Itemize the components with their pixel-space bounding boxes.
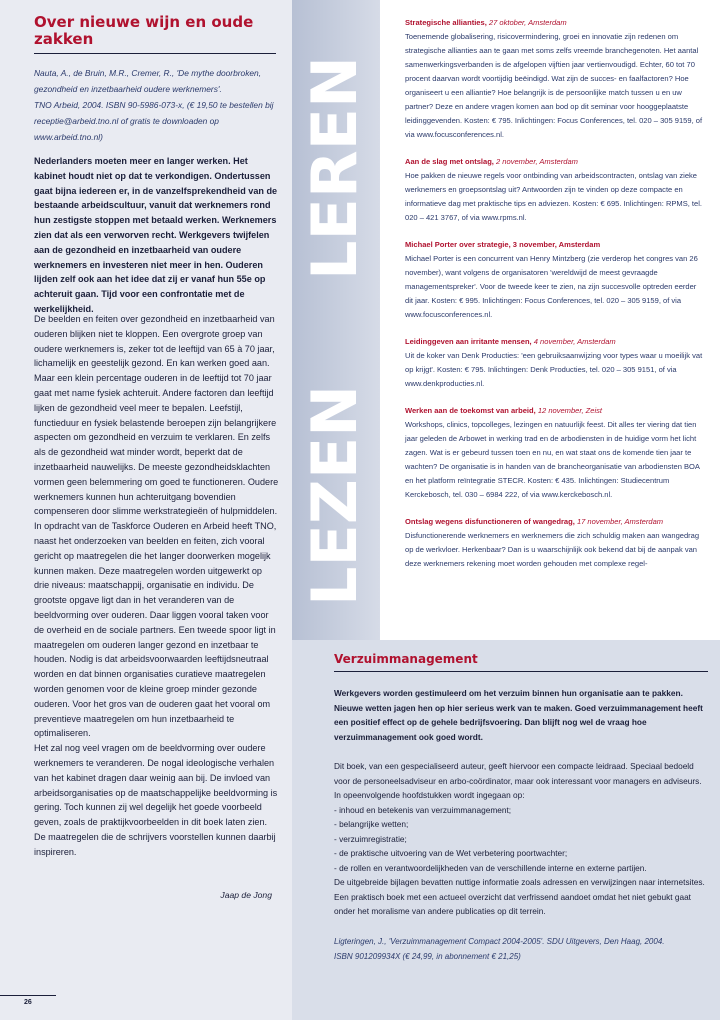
event-heading	[405, 404, 705, 418]
event-description: Michael Porter is een concurrent van Henry Mintzberg (zie verderop het congres van 26 november), want volgens de organisatoren 'wereldwijd de meest gevraagde managementspreker'. Voor de tweede keer te zien, na zijn succesvolle optreden eerder dit jaar. Kosten: € 995. Inlichtingen: Focus Conferences, tel. 020 – 305 9159, of via www.focusconferences.nl.	[405, 254, 698, 319]
event-date: 17 november, Amsterdam	[576, 517, 664, 526]
article-paragraph: In opdracht van de Taskforce Ouderen en Arbeid heeft TNO, naast het onderzoeken van beelden en feiten, zich vooral gericht op maatregelen die het langer doorwerken mogelijk kunnen maken. Deze maatregelen worden uitgewerkt op drie niveaus: maatschappij, organisatie en individu. De grootste opgave ligt dan in het veranderen van de beeldvorming over ouderen. Daar liggen vooral taken voor de overheid en de sociale partners. Een tweede spoor ligt in maatregelen om ouderen langer gezond en inzetbaar te houden. Nodig is dat arbeidsvoorwaarden leeftijdsneutraal worden en dat binnen organisaties curatieve maatregelen worden genomen voor de kleine groep minder gezonde ouderen. Voor het gros van de ouderen gaat het vooral om preventieve maatregelen om hun inzetbaarheid te optimaliseren.	[34, 521, 277, 739]
event-heading	[405, 155, 705, 169]
reference-link[interactable]: www.arbeid.tno.nl)	[34, 132, 103, 142]
event-description: Hoe pakken de nieuwe regels voor ontbinding van arbeidscontracten, ontslag van zieke werknemers en groepsontslag uit? Antwoorden zijn te vinden op deze compacte en informatieve dag met praktische tips en adviezen. Kosten: € 695. Inlichtingen: RPMS, tel. 020 – 421 3767, of via www.rpms.nl.	[405, 171, 703, 222]
list-item: - de rollen en verantwoordelijkheden van de verschillende interne en externe partijen.	[334, 862, 647, 873]
reference-line: TNO Arbeid, 2004. ISBN 90-5986-073-x, (€ 19,50 te bestellen bij	[34, 100, 274, 110]
title-divider	[34, 53, 276, 54]
event-description: Disfunctionerende werknemers en werknemers die zich schuldig maken aan wangedrag op de werkvloer. Herkenbaar? Dan is u waarschijnlijk ook bekend dat bij de aanpak van deze werknemers rekening moet worden gehouden met complexe regel-	[405, 531, 700, 568]
event-date: 27 oktober, Amsterdam	[488, 18, 567, 27]
event-heading	[405, 238, 705, 252]
list-item: - belangrijke wetten;	[334, 819, 409, 829]
band-word-leren-text: LEREN	[298, 56, 371, 280]
article-body	[34, 312, 279, 859]
article-paragraph: Het zal nog veel vragen om de beeldvorming over oudere werknemers te veranderen. De nogal ideologische verhalen van het kabinet dragen daar weinig aan bij. De invloed van arbeidsorganisaties op de maatschappelijke beeldvorming is gering. Toch kunnen zij wel degelijk het goede voorbeeld geven, zoals de praktijkvoorbeelden in dit boek laten zien. De maatregelen die de schrijvers voorstellen kunnen daarbij inspireren.	[34, 743, 278, 857]
event-description: Toenemende globalisering, risicovermindering, groei en innovatie zijn redenen om strategische allianties aan te gaan met soms zelfs vreemde branchegenoten. Het aantal samenwerkingsverbanden is de afgelopen vijftien jaar vertienvoudigd. Echter, 60 tot 70 procent daarvan wordt voortijdig beëindigd. Wat zijn de succes- en faalfactoren? Hoe organiseert u een alliantie? Hoe belangrijk is de persoonlijke match tussen u en uw partner? Deze en andere vragen komen aan bod op dit seminar voor hooggeplaatste leidinggevenden. Kosten: € 795. Inlichtingen: Focus Conferences, tel. 020 – 305 9159, of via www.focusconferences.nl.	[405, 32, 703, 139]
event-item	[405, 335, 705, 391]
list-item: - verzuimregistratie;	[334, 833, 407, 844]
event-item	[405, 404, 705, 502]
event-title: Michael Porter over strategie, 3 november, Amsterdam	[405, 240, 601, 249]
verzuim-body	[334, 759, 706, 919]
article-intro: Nederlanders moeten meer en langer werken. Het kabinet houdt niet op dat te verkondigen. Ondertussen gaat bijna iedereen er, in de vanzelfsprekendheid van de bestaande arbeidscultuur, vanuit dat werknemers rond hun zestigste stoppen met betaald werken. Werknemers zien dat als een verworven recht. Werkgevers twijfelen aan de gezondheid en inzetbaarheid van oudere werknemers en investeren niet meer in hen. Ouderen lijden zelf ook aan het idee dat zij er vanaf hun 55e op achteruit gaan. Tijd voor een confrontatie met de werkelijkheid.	[34, 156, 278, 314]
page-number: 26	[24, 999, 32, 1006]
event-description: Uit de koker van Denk Producties: 'een gebruiksaanwijzing voor types waar u moeilijk vat op krijgt'. Kosten: € 795. Inlichtingen: Denk Producties, tel. 020 – 305 9151, of via www.denkproducties.nl.	[405, 351, 703, 388]
article-reference	[34, 65, 279, 145]
event-heading	[405, 515, 705, 529]
event-title: Aan de slag met ontslag,	[405, 157, 494, 166]
event-item	[405, 238, 705, 322]
reference-line: gezondheid en inzetbaarheid oudere werknemers'.	[34, 84, 222, 94]
list-item: - inhoud en betekenis van verzuimmanagement;	[334, 804, 512, 815]
band-word-leren	[300, 28, 370, 319]
reference-line: receptie@arbeid.tno.nl of gratis te downloaden op	[34, 116, 219, 126]
verzuim-topic-list	[334, 803, 706, 876]
event-date: 12 november, Zeist	[537, 406, 603, 415]
article-author: Jaap de Jong	[220, 890, 272, 900]
verzuim-title: Verzuimmanagement	[334, 652, 478, 666]
band-word-lezen	[300, 360, 370, 641]
reference-line: ISBN 901209934X (€ 24,99, in abonnement € 21,25)	[334, 951, 521, 961]
event-heading	[405, 335, 705, 349]
reference-line: Ligteringen, J., 'Verzuimmanagement Compact 2004-2005'. SDU Uitgevers, Den Haag, 2004.	[334, 937, 665, 946]
article-title: Over nieuwe wijn en oude zakken	[34, 13, 254, 48]
page-number-rule	[0, 995, 56, 996]
event-description: Workshops, clinics, topcolleges, lezingen en natuurlijk feest. Dit alles ter viering dat tien jaar geleden de Arbowet in werking trad en de arbodiensten in de huidige vorm het licht zagen. Wat is er gebeurd tussen toen en nu, en wat staat ons de komende tien jaar te wachten? De organisatie is in handen van de brancheorganisatie van arbodiensten BOA en het platform reïntegratie STECR. Kosten: € 435. Inlichtingen: Studiecentrum Kerckebosch, tel. 030 – 6984 222, of via www.kerckebosch.nl.	[405, 420, 700, 499]
verzuim-closing: De uitgebreide bijlagen bevatten nuttige informatie zoals adressen en verwijzingen naar internetsites. Een praktisch boek met een actueel overzicht dat verfrissend aandoet omdat het niet gebukt gaat onder het moralisme van andere publicaties op dit terrein.	[334, 877, 705, 916]
verzuim-divider	[334, 671, 708, 672]
reference-line: Nauta, A., de Bruin, M.R., Cremer, R., 'De mythe doorbroken,	[34, 68, 262, 78]
event-date: 4 november, Amsterdam	[533, 337, 616, 346]
event-title: Werken aan de toekomst van arbeid,	[405, 406, 536, 415]
event-item	[405, 16, 705, 142]
event-heading	[405, 16, 705, 30]
verzuim-paragraph: Dit boek, van een gespecialiseerd auteur, geeft hiervoor een compacte leidraad. Speciaal bedoeld voor de personeelsadviseur en arbo-coördinator, maar ook interessant voor managers en adviseurs. In opeenvolgende hoofdstukken wordt ingegaan op:	[334, 761, 702, 800]
event-item	[405, 155, 705, 225]
list-item: - de praktische uitvoering van de Wet verbetering poortwachter;	[334, 848, 568, 858]
event-item	[405, 515, 705, 571]
event-title: Leidinggeven aan irritante mensen,	[405, 337, 532, 346]
verzuim-intro: Werkgevers worden gestimuleerd om het verzuim binnen hun organisatie aan te pakken. Nieuwe wetten jagen hen op hier serieus werk van te maken. Goed verzuimmanagement heeft een positief effect op de gehele bedrijfsvoering. Dan blijft nog wel de vraag hoe verzuimmanagement ook goed wordt.	[334, 688, 703, 742]
band-word-lezen-text: LEZEN	[298, 384, 371, 606]
event-title: Strategische allianties,	[405, 18, 487, 27]
verzuim-reference	[334, 935, 706, 964]
events-list	[405, 16, 705, 584]
event-date: 2 november, Amsterdam	[496, 157, 578, 166]
event-title: Ontslag wegens disfunctioneren of wangedrag,	[405, 517, 575, 526]
article-paragraph: De beelden en feiten over gezondheid en inzetbaarheid van ouderen blijken niet te kloppen. Een overgrote groep van oudere werknemers is, zeker tot de leeftijd van 65 à 70 jaar, lichamelijk en geestelijk gezond. En kan werken goed aan. Maar een klein percentage ouderen in de leeftijd tot 70 jaar gaat met name fysiek achteruit. Andere factoren dan leeftijd lijken de gezondheid veel meer te bepalen. Leefstijl, functieduur en fysiek belastende beroepen zijn belangrijkere aspecten om gezondheid en verzuim te verklaren. En zelfs als de gezondheid wat minder wordt, beperkt dat de inzetbaarheid nauwelijks. De meeste gezondheidsklachten vormen geen belemmering om goed te functioneren. Oudere werknemers kunnen hun achteruitgang bovendien compenseren door slimme werkstrategieën of hulpmiddelen.	[34, 314, 279, 517]
